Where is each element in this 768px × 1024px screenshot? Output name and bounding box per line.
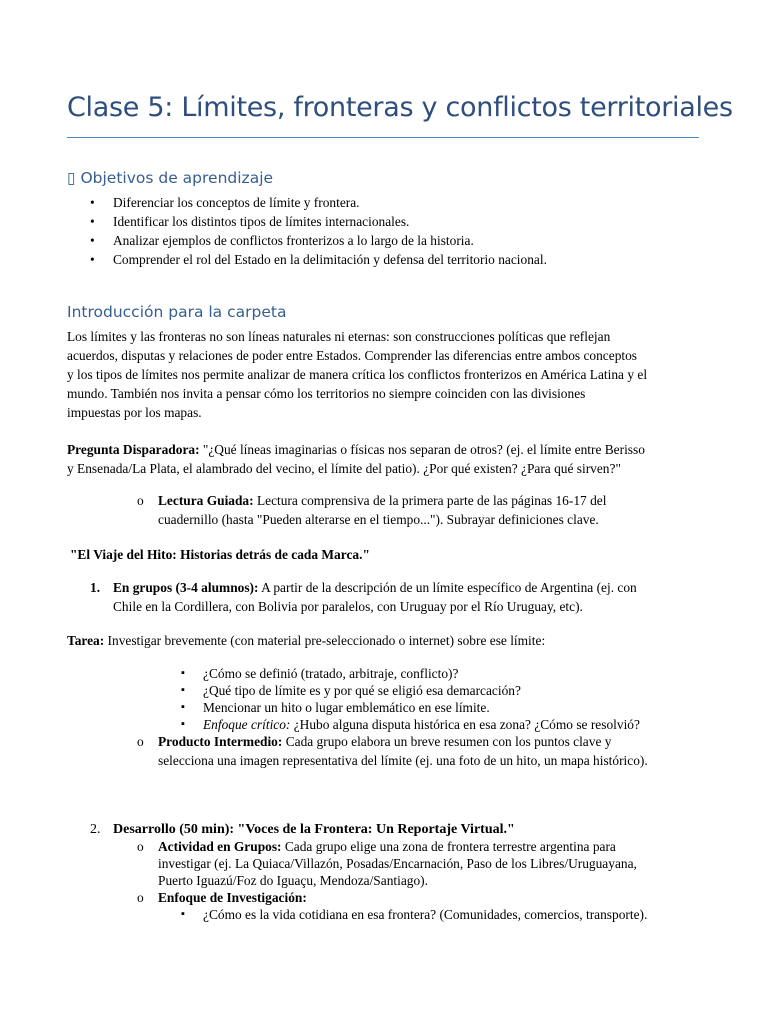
question-label: Pregunta Disparadora: <box>67 442 200 457</box>
task-bullet: Mencionar un hito o lugar emblemático en ese límite. <box>203 700 490 715</box>
product-label: Producto Intermedio: <box>158 734 283 749</box>
focus-marker: o <box>137 890 144 905</box>
critical-focus-label: Enfoque crítico: <box>203 717 291 732</box>
step2-activity-label: Actividad en Grupos: <box>158 839 282 854</box>
objective-bullet-icon: • <box>90 214 95 229</box>
intro-line: acuerdos, disputas y relaciones de poder entre Estados. Comprender las diferencias entre ambos conceptos <box>67 348 638 363</box>
focus-bullet: ¿Cómo es la vida cotidiana en esa frontera? (Comunidades, comercios, transporte). <box>203 907 648 922</box>
task-text: Investigar brevemente (con material pre-seleccionado o internet) sobre ese límite: <box>104 633 546 648</box>
product-line-2: selecciona una imagen representativa del límite (ej. una foto de un hito, un mapa histórico). <box>158 753 648 768</box>
question-line-2: y Ensenada/La Plata, el alambrado del vecino, el límite del patio). ¿Por qué existen? ¿Para qué sirven?" <box>67 461 621 476</box>
reading-marker: o <box>137 493 144 508</box>
intro-line: impuestas por los mapas. <box>67 405 202 420</box>
task-line <box>67 631 545 650</box>
question-line-1 <box>67 440 645 459</box>
intro-heading: Introducción para la carpeta <box>67 303 287 321</box>
question-text: "¿Qué líneas imaginarias o físicas nos separan de otros? (ej. el límite entre Berisso <box>199 442 645 457</box>
step2-number: 2. <box>90 822 101 837</box>
objective-bullet-icon: • <box>90 195 95 210</box>
product-line-1 <box>158 732 611 751</box>
square-bullet-icon: ▪ <box>181 667 185 679</box>
reading-label: Lectura Guiada: <box>158 493 254 508</box>
step2-activity-line-3: Puerto Iguazú/Foz do Iguaçu, Mendoza/Santiago). <box>158 873 428 888</box>
activity-marker: o <box>137 839 144 854</box>
intro-line: y los tipos de límites nos permite analizar de manera crítica los conflictos fronterizos en América Latina y el <box>67 367 648 382</box>
activity-title: "El Viaje del Hito: Historias detrás de cada Marca." <box>70 547 370 562</box>
intro-line: mundo. También nos invita a pensar cómo los territorios no siempre coinciden con las divisiones <box>67 386 586 401</box>
step2-heading: Desarrollo (50 min): "Voces de la Frontera: Un Reportaje Virtual." <box>113 822 515 837</box>
step1-number: 1. <box>90 580 101 595</box>
step2-activity-text: Cada grupo elige una zona de frontera terrestre argentina para <box>281 839 616 854</box>
step1-line-1 <box>113 578 637 597</box>
step1-text: A partir de la descripción de un límite específico de Argentina (ej. con <box>258 580 637 595</box>
task-label: Tarea: <box>67 633 105 648</box>
reading-line-1 <box>158 491 606 510</box>
objective-item: Diferenciar los conceptos de límite y frontera. <box>113 195 360 210</box>
objectives-heading: ▯ Objetivos de aprendizaje <box>67 169 274 187</box>
page-title: Clase 5: Límites, fronteras y conflictos territoriales <box>67 92 733 123</box>
objective-bullet-icon: • <box>90 252 95 267</box>
task-bullet: ¿Qué tipo de límite es y por qué se eligió esa demarcación? <box>203 683 521 698</box>
objective-item: Analizar ejemplos de conflictos fronterizos a lo largo de la historia. <box>113 233 474 248</box>
product-text: Cada grupo elabora un breve resumen con los puntos clave y <box>282 734 612 749</box>
objective-item: Identificar los distintos tipos de límites internacionales. <box>113 214 410 229</box>
reading-text: Lectura comprensiva de la primera parte de las páginas 16-17 del <box>253 493 607 508</box>
objective-item: Comprender el rol del Estado en la delimitación y defensa del territorio nacional. <box>113 252 547 267</box>
critical-focus-text: ¿Hubo alguna disputa histórica en esa zona? ¿Cómo se resolvió? <box>290 717 640 732</box>
objective-bullet-icon: • <box>90 233 95 248</box>
title-underline <box>67 137 699 138</box>
step1-line-2: Chile en la Cordillera, con Bolivia por paralelos, con Uruguay por el Río Uruguay, etc). <box>113 599 583 614</box>
step1-label: En grupos (3-4 alumnos): <box>113 580 259 595</box>
step2-focus-label: Enfoque de Investigación: <box>158 890 307 905</box>
reading-line-2: cuadernillo (hasta "Pueden alterarse en el tiempo..."). Subrayar definiciones clave. <box>158 512 599 527</box>
square-bullet-icon: ▪ <box>181 908 185 920</box>
square-bullet-icon: ▪ <box>181 684 185 696</box>
square-bullet-icon: ▪ <box>181 701 185 713</box>
intro-line: Los límites y las fronteras no son líneas naturales ni eternas: son construcciones políticas que reflejan <box>67 329 611 344</box>
product-marker: o <box>137 734 144 749</box>
square-bullet-icon: ▪ <box>181 718 185 730</box>
step2-activity-line-2: investigar (ej. La Quiaca/Villazón, Posadas/Encarnación, Paso de los Libres/Uruguayana, <box>158 856 637 871</box>
task-bullet: ¿Cómo se definió (tratado, arbitraje, conflicto)? <box>203 666 459 681</box>
